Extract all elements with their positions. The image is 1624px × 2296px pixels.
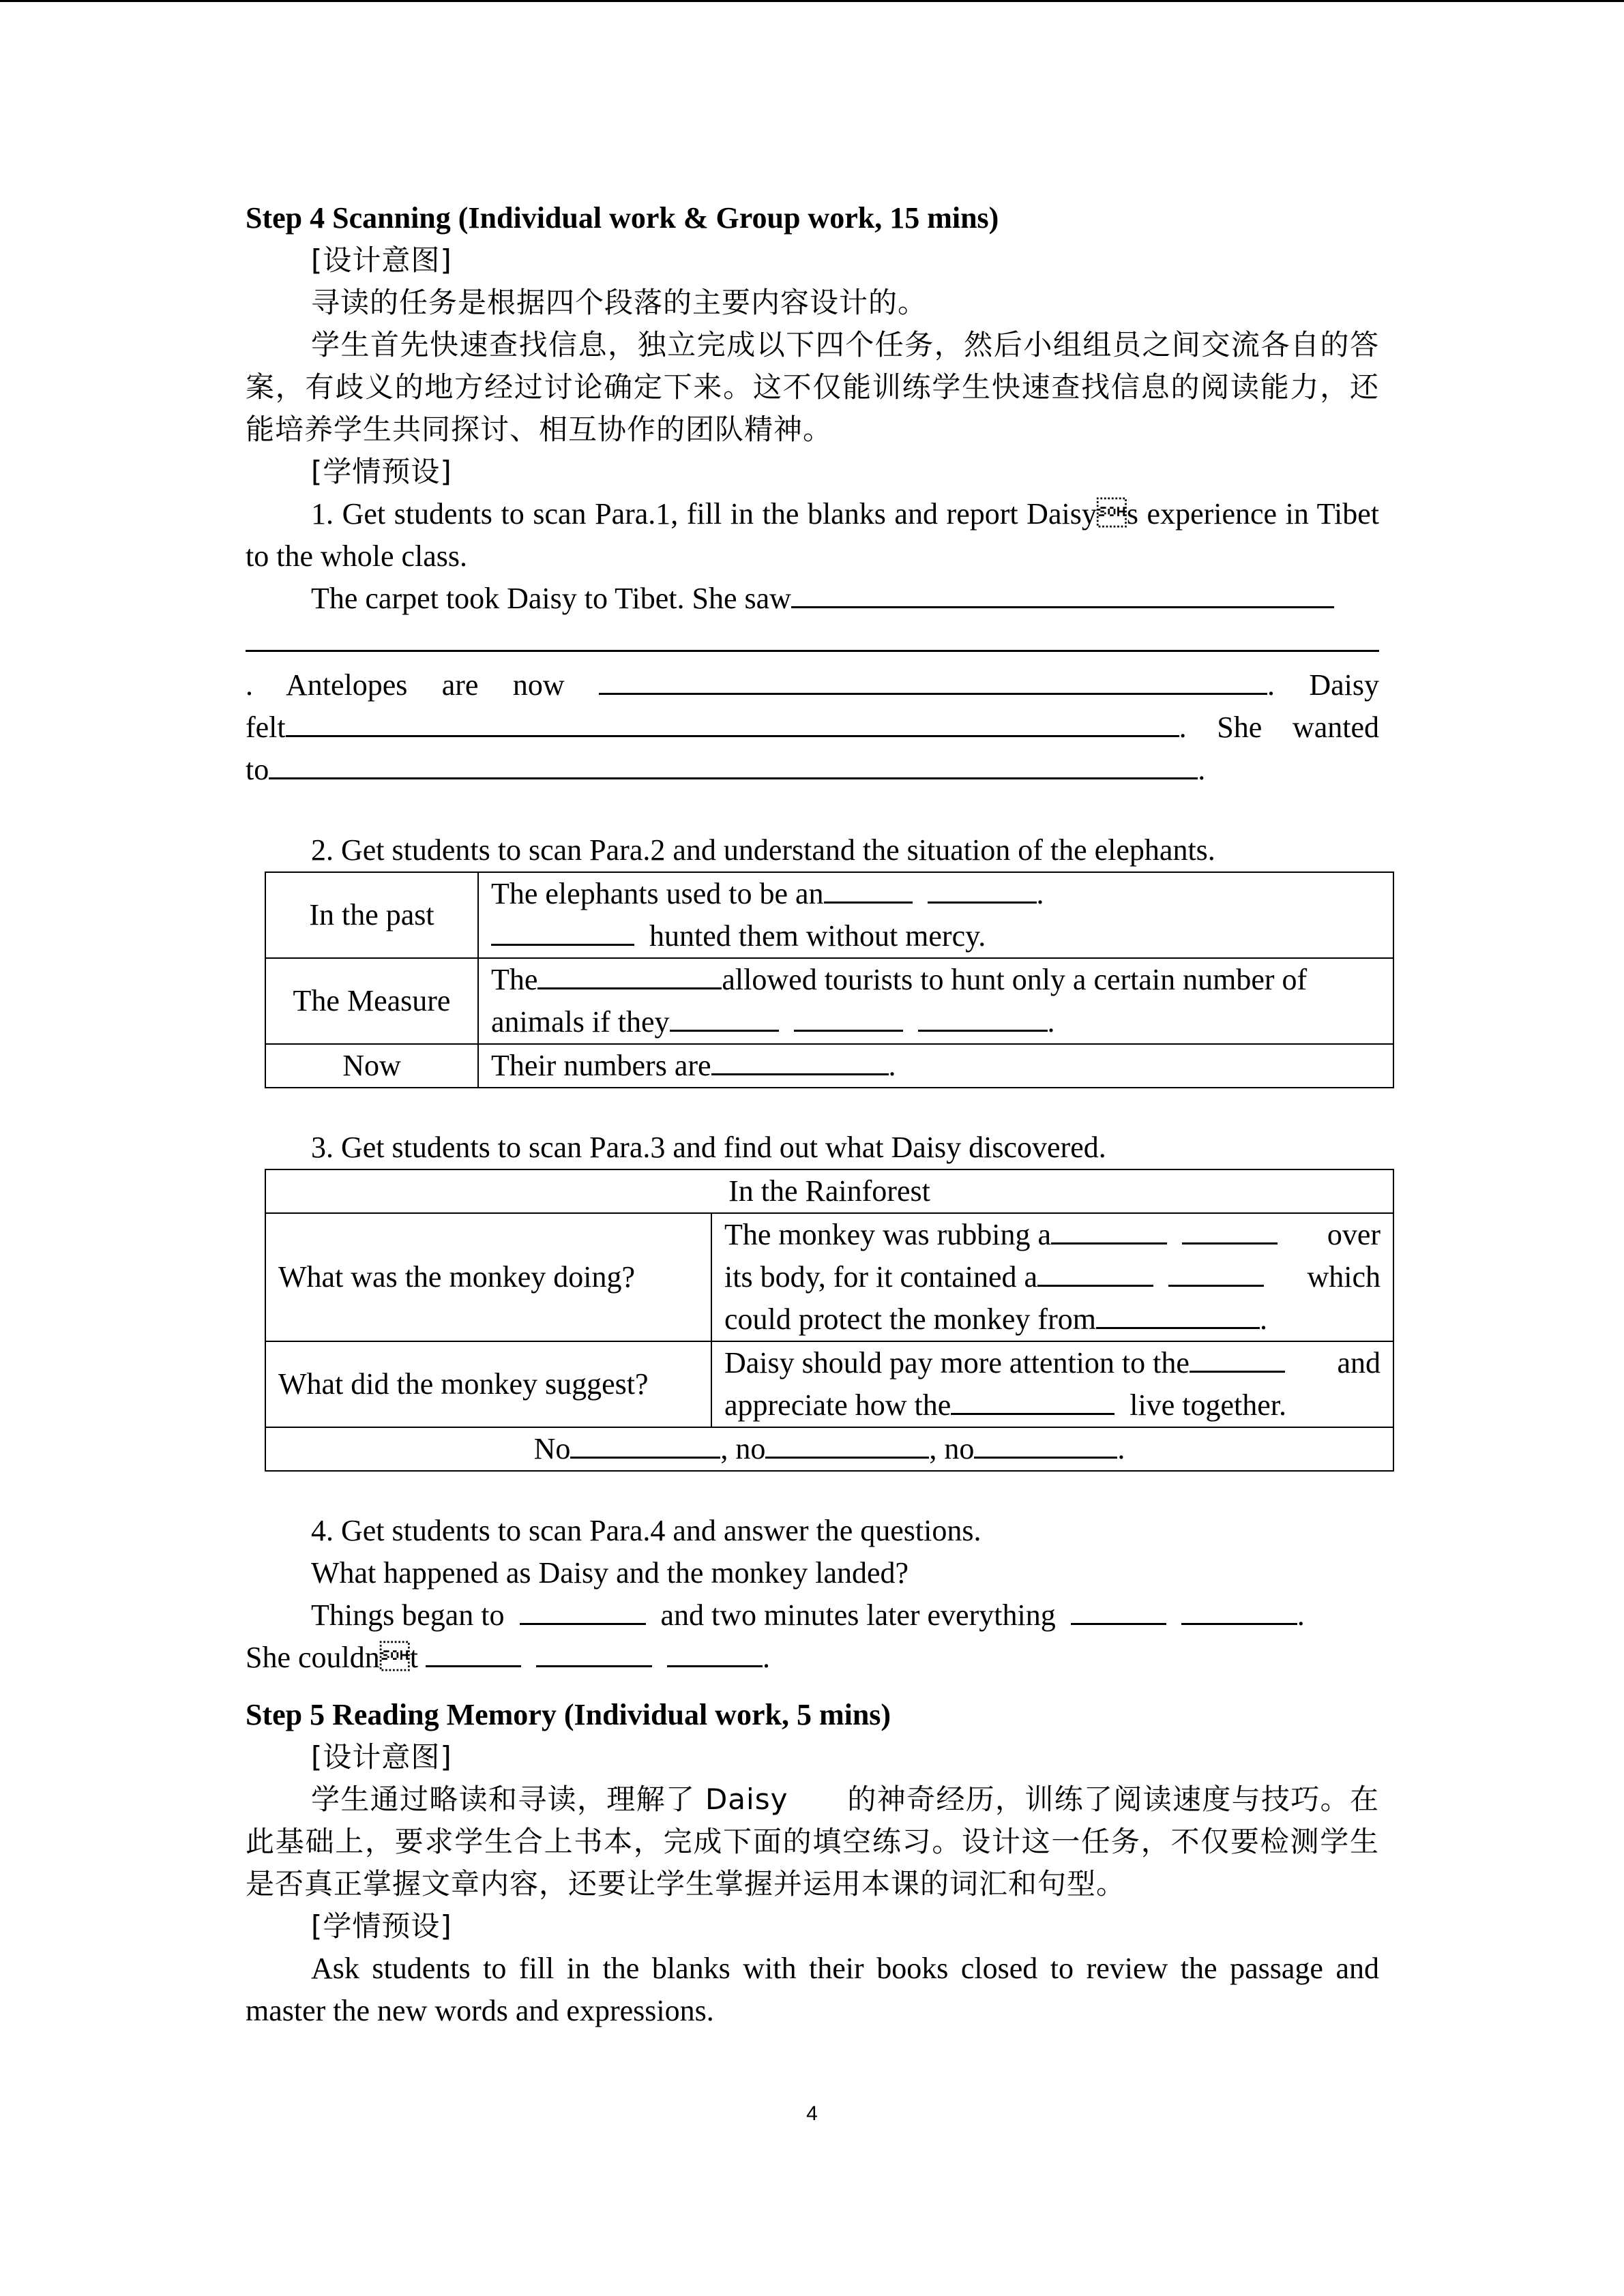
step4-design-text2: 学生首先快速查找信息，独立完成以下四个任务，然后小组组员之间交流各自的答案，有歧义的地方经过讨论确定下来。这不仅能训练学生快速查找信息的阅读能力，还能培养学生共同探讨、相互协作的团队精神。 bbox=[246, 328, 1379, 446]
rainforest-table bbox=[265, 1169, 1394, 1472]
footer-text: , no bbox=[720, 1432, 766, 1465]
answer-text: and bbox=[1337, 1346, 1381, 1380]
task1-line1-prefix: The carpet took Daisy to Tibet. She saw bbox=[311, 582, 791, 615]
fill-blank[interactable] bbox=[711, 1046, 889, 1075]
fill-blank[interactable] bbox=[1182, 1215, 1278, 1244]
answer-text: Daisy should pay more attention to the bbox=[724, 1346, 1190, 1380]
answer-text: . bbox=[1259, 1302, 1267, 1336]
task4-line1 bbox=[246, 1594, 1379, 1637]
table-row bbox=[265, 958, 1393, 1044]
elephants-table bbox=[265, 871, 1394, 1088]
fill-blank[interactable] bbox=[536, 1638, 652, 1667]
fill-blank[interactable] bbox=[269, 750, 1198, 779]
task1-line4 bbox=[246, 706, 1379, 749]
step5-preset-text: Ask students to fill in the blanks with their books closed to review the passage and master the new words and expressions. bbox=[246, 1952, 1379, 2027]
footer-text: No bbox=[533, 1432, 571, 1465]
fill-blank[interactable] bbox=[286, 708, 1179, 737]
step4-design-label: [设计意图] bbox=[311, 243, 452, 277]
task1-line3-b: . Daisy bbox=[1267, 668, 1379, 702]
row-content bbox=[478, 1044, 1393, 1088]
row-text: . bbox=[1047, 1005, 1055, 1039]
footer-text: . bbox=[1117, 1432, 1125, 1465]
footer-text: , no bbox=[929, 1432, 975, 1465]
row-label: In the past bbox=[265, 872, 478, 958]
answer-text: could protect the monkey from bbox=[724, 1302, 1096, 1336]
question-cell: What was the monkey doing? bbox=[265, 1213, 711, 1341]
question-cell: What did the monkey suggest? bbox=[265, 1341, 711, 1427]
table-row bbox=[265, 1044, 1393, 1088]
row-content bbox=[478, 958, 1393, 1044]
step4-preset-label: [学情预设] bbox=[311, 455, 452, 488]
step5-design-text: 学生通过略读和寻读，理解了 Daisy 的神奇经历，训练了阅读速度与技巧。在此基础上，要求学生合上书本，完成下面的填空练习。设计这一任务，不仅要检测学生是否真正掌握文章内容，还要让学生掌握并运用本课的词汇和句型。 bbox=[246, 1783, 1379, 1900]
task1-line4-a: felt bbox=[246, 711, 286, 744]
fill-blank-line[interactable] bbox=[246, 620, 1379, 652]
fill-blank[interactable] bbox=[670, 1002, 779, 1032]
fill-blank[interactable] bbox=[537, 960, 722, 989]
fill-blank[interactable] bbox=[1037, 1257, 1153, 1287]
answer-text: The monkey was rubbing a bbox=[724, 1218, 1051, 1251]
row-text: The elephants used to be an bbox=[491, 877, 824, 910]
step5-preset-label: [学情预设] bbox=[311, 1909, 452, 1943]
table-footer bbox=[265, 1427, 1393, 1471]
row-text: . bbox=[888, 1049, 896, 1082]
row-text: hunted them without mercy. bbox=[649, 919, 986, 953]
fill-blank[interactable] bbox=[765, 1429, 929, 1459]
fill-blank[interactable] bbox=[491, 916, 634, 946]
row-text: The bbox=[491, 963, 538, 996]
answer-cell bbox=[711, 1213, 1393, 1341]
task4-question: What happened as Daisy and the monkey landed? bbox=[311, 1556, 909, 1590]
table-row bbox=[265, 872, 1393, 958]
fill-blank[interactable] bbox=[599, 666, 1267, 695]
fill-blank[interactable] bbox=[794, 1002, 903, 1032]
row-text: . bbox=[1036, 877, 1044, 910]
fill-blank[interactable] bbox=[791, 579, 1334, 608]
answer-text: appreciate how the bbox=[724, 1388, 951, 1422]
fill-blank[interactable] bbox=[667, 1638, 763, 1667]
table-row bbox=[265, 1427, 1393, 1471]
answer-text: live together. bbox=[1130, 1388, 1286, 1422]
step5-design-label: [设计意图] bbox=[311, 1740, 452, 1774]
row-label: The Measure bbox=[265, 958, 478, 1044]
task4-text: . bbox=[1297, 1598, 1305, 1632]
task4-text: Things began to bbox=[311, 1598, 505, 1632]
task1-instruction: 1. Get students to scan Para.1, fill in the blanks and report Daisys experience in Tibet to the whole class. bbox=[246, 497, 1379, 573]
task4-text: . bbox=[762, 1641, 770, 1674]
fill-blank[interactable] bbox=[1190, 1343, 1285, 1373]
task4-instruction: 4. Get students to scan Para.4 and answer the questions. bbox=[311, 1514, 981, 1547]
task2-instruction: 2. Get students to scan Para.2 and understand the situation of the elephants. bbox=[311, 833, 1215, 867]
row-text: animals if they bbox=[491, 1005, 670, 1039]
fill-blank[interactable] bbox=[824, 874, 913, 904]
table-row bbox=[265, 1341, 1393, 1427]
task1-line4-b: . She wanted bbox=[1179, 711, 1379, 744]
row-text: Their numbers are bbox=[491, 1049, 711, 1082]
answer-text: which bbox=[1307, 1260, 1381, 1294]
step4-design-text1: 寻读的任务是根据四个段落的主要内容设计的。 bbox=[311, 286, 928, 319]
table-title: In the Rainforest bbox=[265, 1169, 1393, 1213]
task1-line1 bbox=[246, 578, 1379, 620]
task4-text: She couldnt bbox=[246, 1641, 418, 1674]
table-row bbox=[265, 1213, 1393, 1341]
task1-line5-b: . bbox=[1198, 753, 1206, 786]
fill-blank[interactable] bbox=[426, 1638, 521, 1667]
page-number: 4 bbox=[806, 2102, 818, 2125]
task1-line5 bbox=[246, 749, 1379, 791]
task1-line3-a: . Antelopes are now bbox=[246, 668, 565, 702]
task4-line2 bbox=[246, 1637, 1379, 1679]
fill-blank[interactable] bbox=[570, 1429, 720, 1459]
fill-blank[interactable] bbox=[951, 1386, 1114, 1415]
fill-blank[interactable] bbox=[1071, 1596, 1166, 1625]
task3-instruction: 3. Get students to scan Para.3 and find out what Daisy discovered. bbox=[311, 1131, 1106, 1164]
fill-blank[interactable] bbox=[1051, 1215, 1167, 1244]
row-text: allowed tourists to hunt only a certain number of bbox=[722, 963, 1308, 996]
fill-blank[interactable] bbox=[974, 1429, 1117, 1459]
task1-line5-a: to bbox=[246, 753, 269, 786]
fill-blank[interactable] bbox=[928, 874, 1037, 904]
answer-text: its body, for it contained a bbox=[724, 1260, 1038, 1294]
row-label: Now bbox=[265, 1044, 478, 1088]
step5-heading: Step 5 Reading Memory (Individual work, 5 mins) bbox=[246, 1698, 891, 1731]
fill-blank[interactable] bbox=[1096, 1300, 1260, 1329]
answer-cell bbox=[711, 1341, 1393, 1427]
fill-blank[interactable] bbox=[520, 1596, 646, 1625]
document-page bbox=[246, 197, 1379, 2032]
fill-blank[interactable] bbox=[1181, 1596, 1297, 1625]
table-row bbox=[265, 1169, 1393, 1213]
row-content bbox=[478, 872, 1393, 958]
step4-heading: Step 4 Scanning (Individual work & Group work, 15 mins) bbox=[246, 201, 999, 235]
task1-line3 bbox=[246, 664, 1379, 706]
task4-text: and two minutes later everything bbox=[660, 1598, 1056, 1632]
fill-blank[interactable] bbox=[1168, 1257, 1264, 1287]
fill-blank[interactable] bbox=[918, 1002, 1048, 1032]
answer-text: over bbox=[1327, 1218, 1381, 1251]
